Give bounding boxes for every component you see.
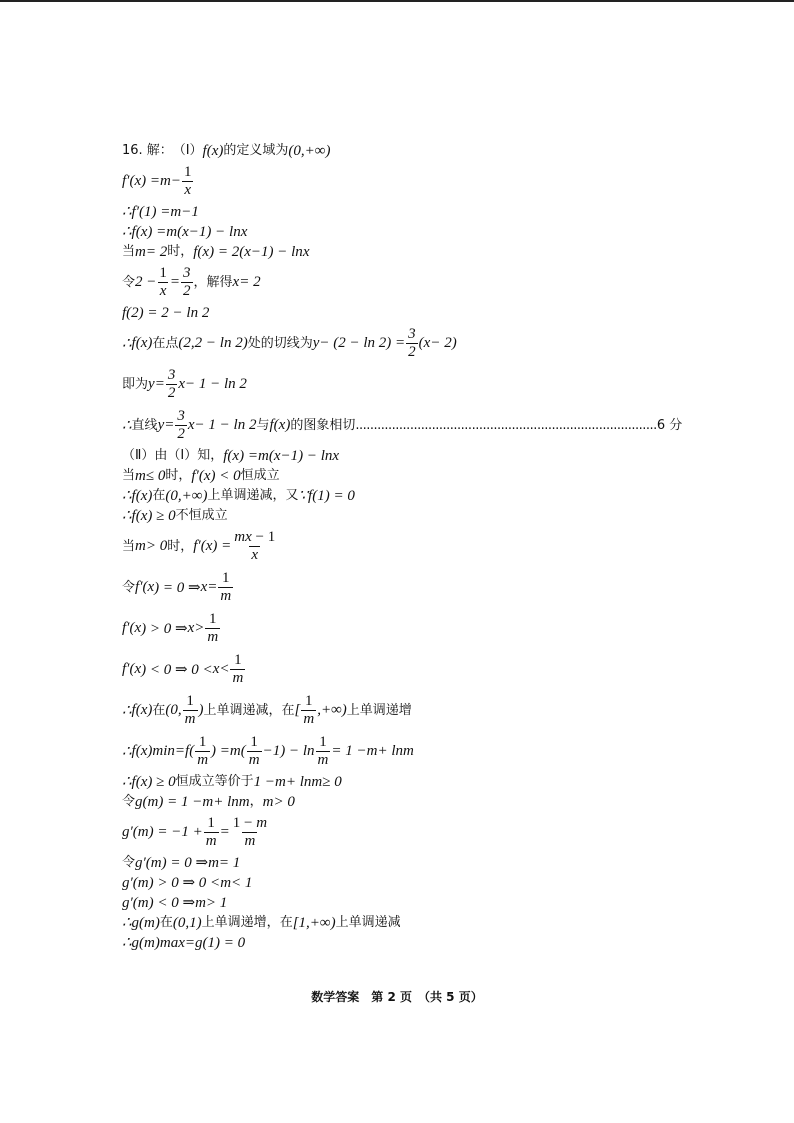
solution-line: 即为 y = $\frac{3}{2}$ x − 1 − ln 2 [122,367,247,401]
solution-line: ∴ f ( x ) 在 (0,+∞) 上单调递减， 又 ∵ f (1) = 0 [122,488,355,504]
solution-line: g ′( m ) = −1 + $\frac{1}{m}$ = $\frac{1 - m}{m}$ [122,815,268,849]
solution-line: 当 m = 2 时， f ( x ) = 2( x −1) − ln x [122,244,310,260]
solution-line: f ′( x ) > 0 ⇒ x > $\frac{1}{m}$ [122,611,219,645]
solution-line: f (2) = 2 − ln 2 [122,305,210,321]
solution-body [122,141,682,953]
leader-dots: ................................................................................... [355,418,657,433]
solution-line: ∴ f ′(1) = m −1 [122,204,199,220]
solution-line: g ′( m ) < 0 ⇒ m > 1 [122,895,228,911]
solution-line: 令 f ′( x ) = 0 ⇒ x = $\frac{1}{m}$ [122,570,232,604]
solution-line: ∴ f ( x ) ≥ 0 不恒成立 [122,508,228,524]
page-footer: 数学答案 第 2 页 （共 5 页） [311,990,483,1004]
top-border [0,0,794,2]
solution-line: ∴ f ( x ) min = f ( $\frac{1}{m}$ ) = m ( $\frac{1}{m}$ −1) − ln $\frac{1}{m}$ = 1 − m + ln m [122,734,414,768]
solution-line: ∴ g ( m ) 在 (0,1) 上单调递增 ， 在 [1,+∞) 上单调递减 [122,915,401,931]
solution-line: 16. 解： （Ⅰ） f ( x ) 的定义域为 (0,+∞) [122,143,331,159]
solution-line: f ′( x ) < 0 ⇒ 0 < x < $\frac{1}{m}$ [122,652,244,686]
solution-line: ∴ g ( m ) max = g (1) = 0 [122,935,246,951]
solution-line: ∴ f ( x ) 在 (0, $\frac{1}{m}$ ) 上单调递减， 在 [ $\frac{1}{m}$ ,+∞) 上单调递增 [122,693,412,727]
solution-line: ∴ 直线 y = $\frac{3}{2}$ x − 1 − ln 2 与 f ( x ) 的图象相切 ................................................................................... 6 分 [122,405,682,446]
solution-line: g ′( m ) > 0 ⇒ 0 < m < 1 [122,875,253,891]
solution-line: ∴ f ( x ) 在点 (2,2 − ln 2) 处的切线为 y − (2 − ln 2) = $\frac{3}{2}$ ( x − 2) [122,326,457,360]
solution-line: 令 g ( m ) = 1 − m + ln m ， m > 0 [122,794,295,810]
solution-line: ∴ f ( x ) ≥ 0 恒成立等价于 1 − m + ln m ≥ 0 [122,774,342,790]
solution-line: 令 g ′( m ) = 0 ⇒ m = 1 [122,855,241,871]
solution-line: 当 m > 0 时， f ′( x ) = $\frac{mx - 1}{x}$ [122,529,276,563]
solution-line: 当 m ≤ 0 时， f ′( x ) < 0 恒成立 [122,468,280,484]
score-label: 6 分 [656,418,683,433]
solution-line: f ′( x ) = m − $\frac{1}{x}$ [122,164,192,198]
fraction: $\frac{1}{x}$ [183,164,192,198]
solution-line: 令 2 − $\frac{1}{x}$ = $\frac{3}{2}$ ，解得 x = 2 [122,265,261,299]
solution-line: （Ⅱ） 由（Ⅰ）知， f ( x ) = m ( x −1) − ln x [122,448,340,464]
solution-line: ∴ f ( x ) = m ( x −1) − ln x [122,224,248,240]
